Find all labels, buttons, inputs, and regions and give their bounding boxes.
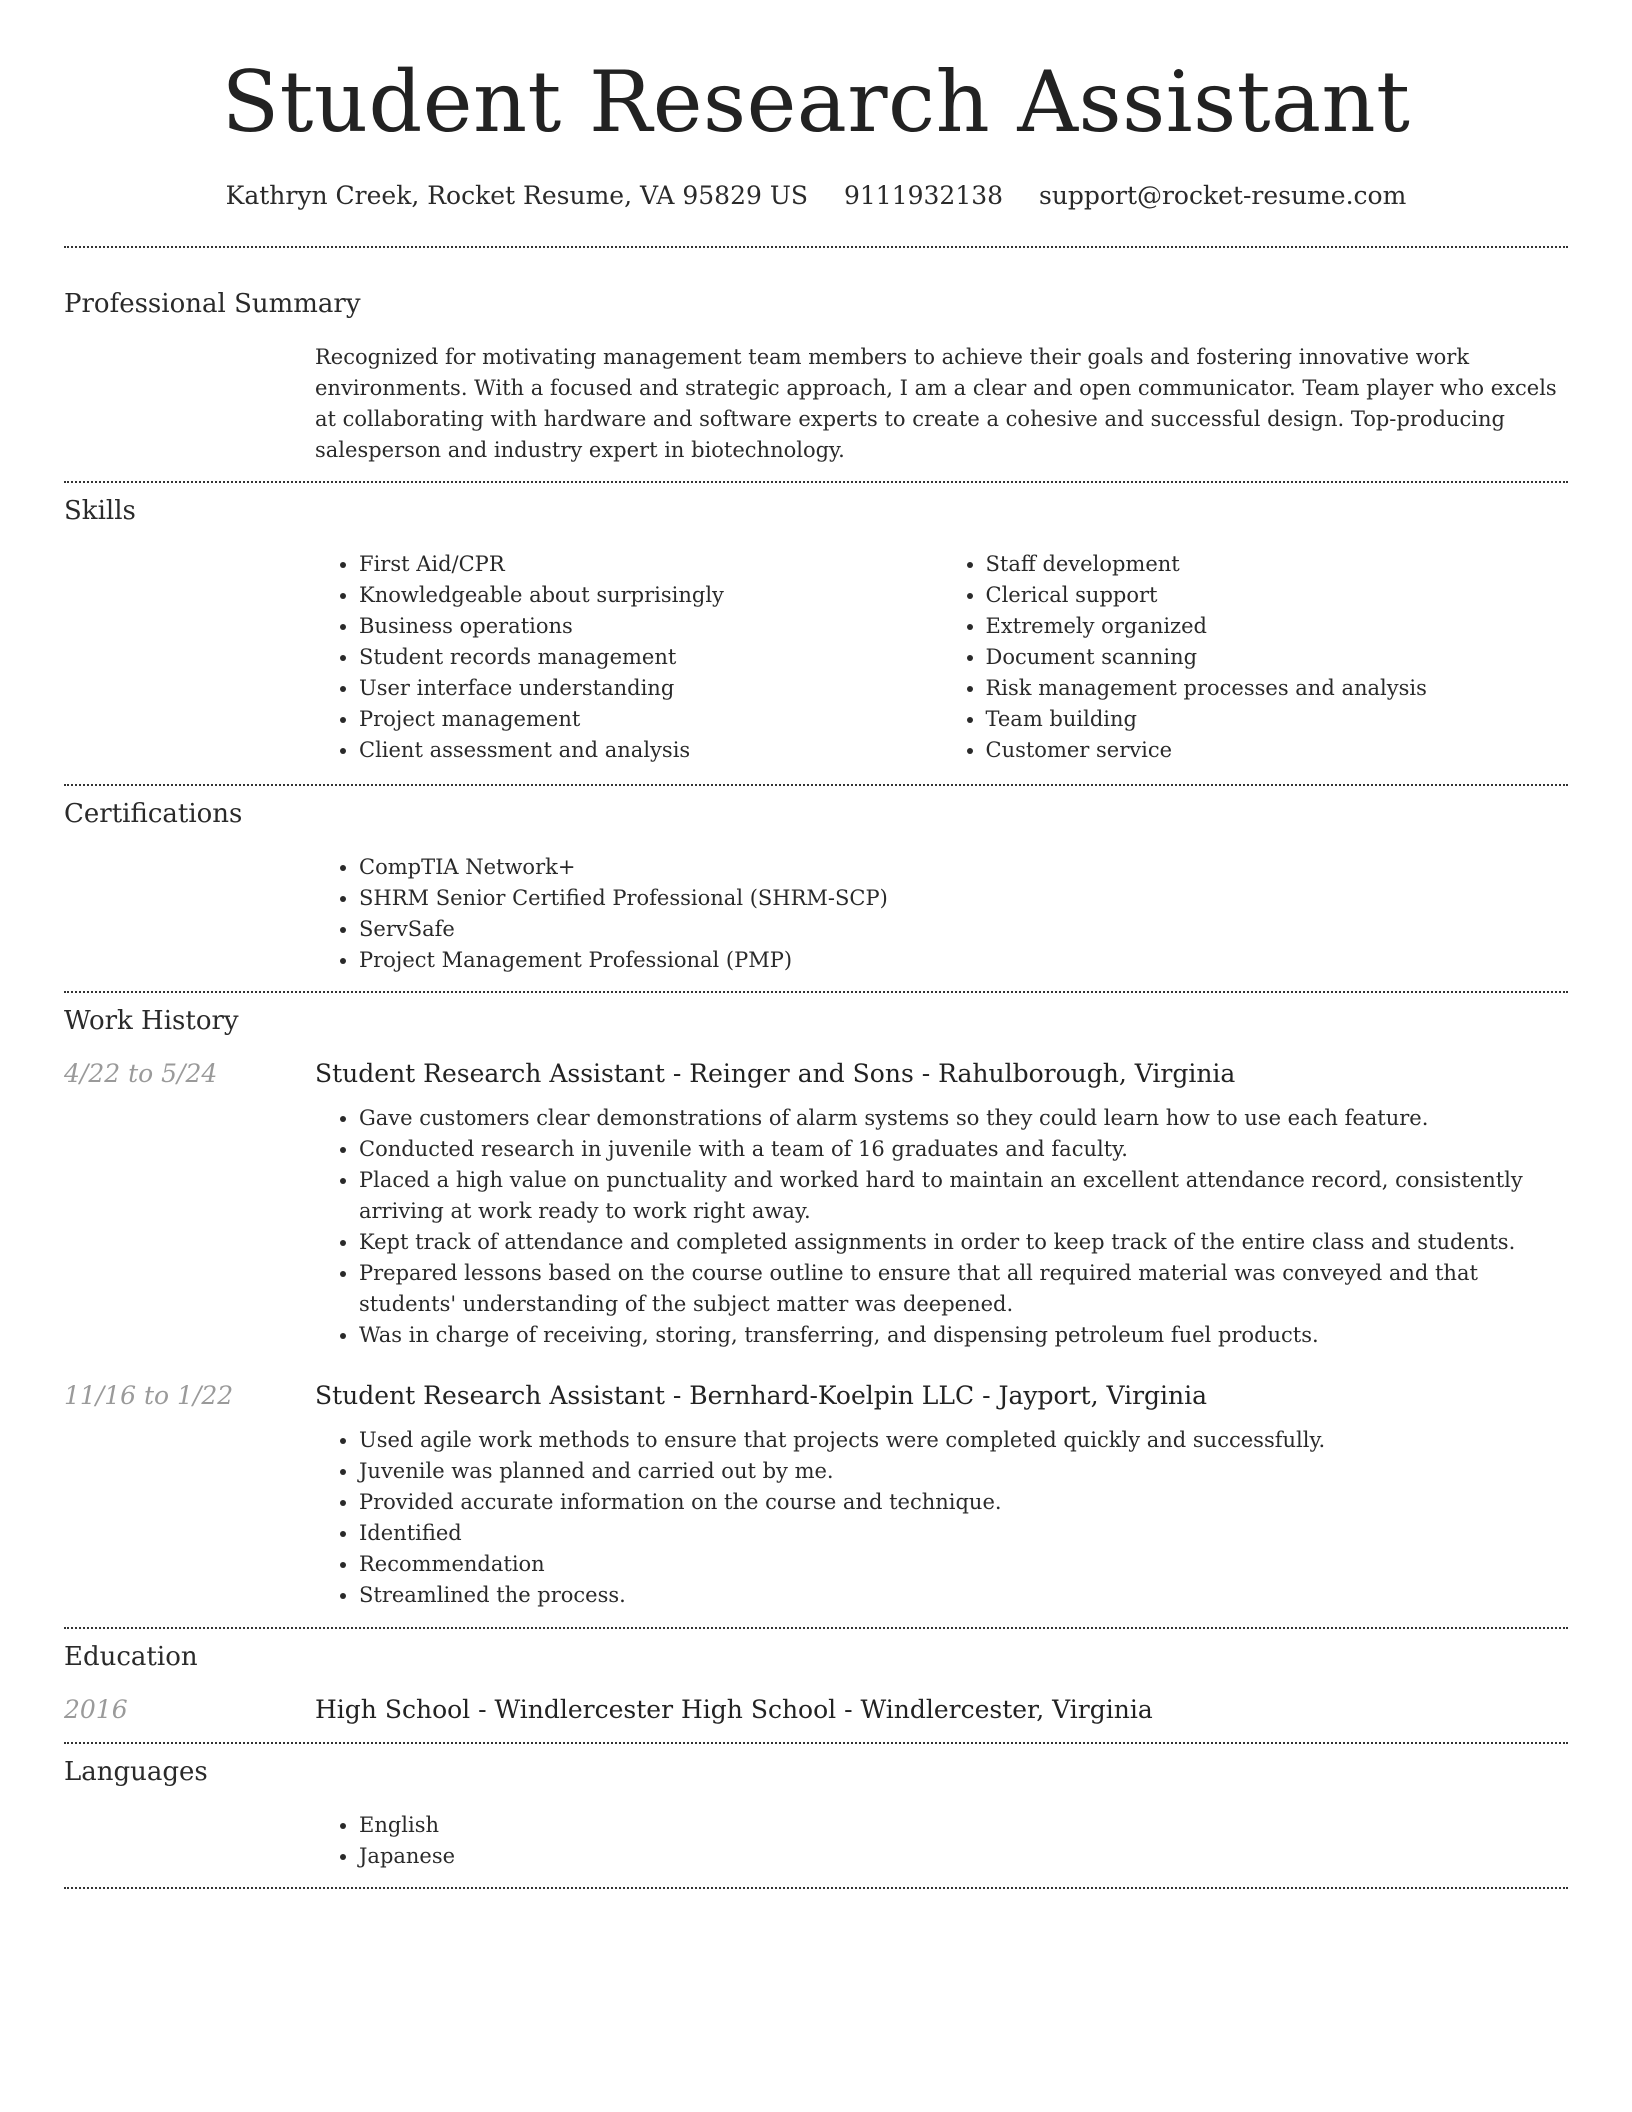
summary-text: Recognized for motivating management team members to achieve their goals and fostering innovative work environments. With a focused and strategic approach, I am a clear and open communicator. Team player who excels at collaborating with hardware and software experts to create a cohesive and successful design. Top-producing salesperson and industry expert in biotechnology. [315, 345, 1557, 462]
skill-item: • Document scanning [986, 642, 1569, 673]
skill-item: • Knowledgeable about surprisingly [359, 580, 942, 611]
languages-section [64, 1756, 1568, 1872]
certification-item: • SHRM Senior Certified Professional (SHRM-SCP) [359, 883, 1568, 914]
skills-list [315, 549, 1568, 766]
job-heading: Student Research Assistant - Reinger and Sons - Rahulborough, Virginia [315, 1059, 1236, 1088]
certifications-body [315, 852, 1568, 976]
education-dates: 2016 [64, 1695, 128, 1724]
certification-item: • ServSafe [359, 914, 1568, 945]
language-item: • English [359, 1810, 1568, 1841]
job-dates: 11/16 to 1/22 [64, 1381, 234, 1410]
skill-item: • User interface understanding [359, 673, 942, 704]
contact-line [64, 180, 1568, 212]
job-bullet: • Conducted research in juvenile with a team of 16 graduates and faculty. [359, 1134, 1568, 1165]
language-item: • Japanese [359, 1841, 1568, 1872]
education-entry [64, 1693, 1568, 1727]
skill-item: • Team building [986, 704, 1569, 735]
skills-column-left [315, 549, 942, 766]
skill-item: • Customer service [986, 735, 1569, 766]
contact-address: Kathryn Creek, Rocket Resume, VA 95829 US [225, 181, 809, 210]
education-heading: High School - Windlercester High School - Windlercester, Virginia [315, 1695, 1153, 1724]
divider [64, 481, 1568, 483]
skill-item: • Clerical support [986, 580, 1569, 611]
job-bullet: • Identified [359, 1518, 1568, 1549]
skills-section [64, 495, 1568, 766]
education-title: Education [64, 1642, 198, 1672]
contact-phone: 9111932138 [843, 181, 1004, 210]
skills-column-right [942, 549, 1569, 766]
divider [64, 784, 1568, 786]
certification-item: • CompTIA Network+ [359, 852, 1568, 883]
job-entry [64, 1379, 1568, 1413]
certifications-title: Certifications [64, 799, 243, 829]
job-bullet: • Recommendation [359, 1549, 1568, 1580]
certification-item: • Project Management Professional (PMP) [359, 945, 1568, 976]
skill-item: • Student records management [359, 642, 942, 673]
job-bullet: • Placed a high value on punctuality and worked hard to maintain an excellent attendance record, consistently arriving at work ready to work right away. [359, 1165, 1568, 1227]
languages-body [315, 1810, 1568, 1872]
languages-list [315, 1810, 1568, 1872]
job-bullets [315, 1103, 1568, 1351]
job-bullet: • Juvenile was planned and carried out by me. [359, 1456, 1568, 1487]
education-section [64, 1641, 1568, 1727]
certifications-section [64, 798, 1568, 976]
job-bullet: • Streamlined the process. [359, 1580, 1568, 1611]
skill-item: • Business operations [359, 611, 942, 642]
divider [64, 991, 1568, 993]
resume-page [64, 0, 1568, 1889]
job-bullet: • Kept track of attendance and completed assignments in order to keep track of the entire class and students. [359, 1227, 1568, 1258]
summary-title: Professional Summary [64, 289, 361, 319]
languages-title: Languages [64, 1757, 208, 1787]
job-bullet: • Used agile work methods to ensure that projects were completed quickly and successfully. [359, 1425, 1568, 1456]
job-bullet: • Was in charge of receiving, storing, transferring, and dispensing petroleum fuel products. [359, 1320, 1568, 1351]
skill-item: • Project management [359, 704, 942, 735]
divider [64, 1742, 1568, 1744]
skill-item: • Client assessment and analysis [359, 735, 942, 766]
divider [64, 246, 1568, 248]
job-details [315, 1425, 1568, 1611]
certifications-list [315, 852, 1568, 976]
skill-item: • Staff development [986, 549, 1569, 580]
divider [64, 1627, 1568, 1629]
job-bullet: • Provided accurate information on the course and technique. [359, 1487, 1568, 1518]
contact-email: support@rocket-resume.com [1039, 181, 1407, 210]
work-history-section [64, 1005, 1568, 1611]
job-details [315, 1103, 1568, 1351]
job-dates: 4/22 to 5/24 [64, 1059, 218, 1088]
job-bullets [315, 1425, 1568, 1611]
skills-title: Skills [64, 496, 136, 526]
job-bullet: • Prepared lessons based on the course outline to ensure that all required material was conveyed and that students' understanding of the subject matter was deepened. [359, 1258, 1568, 1320]
skill-item: • Extremely organized [986, 611, 1569, 642]
work-history-title: Work History [64, 1006, 239, 1036]
skill-item: • Risk management processes and analysis [986, 673, 1569, 704]
summary-section [64, 288, 1568, 466]
skill-item: • First Aid/CPR [359, 549, 942, 580]
divider [64, 1887, 1568, 1889]
candidate-name: Student Research Assistant [221, 53, 1411, 151]
job-entry [64, 1057, 1568, 1091]
job-heading: Student Research Assistant - Bernhard-Koelpin LLC - Jayport, Virginia [315, 1381, 1208, 1410]
job-bullet: • Gave customers clear demonstrations of alarm systems so they could learn how to use each feature. [359, 1103, 1568, 1134]
